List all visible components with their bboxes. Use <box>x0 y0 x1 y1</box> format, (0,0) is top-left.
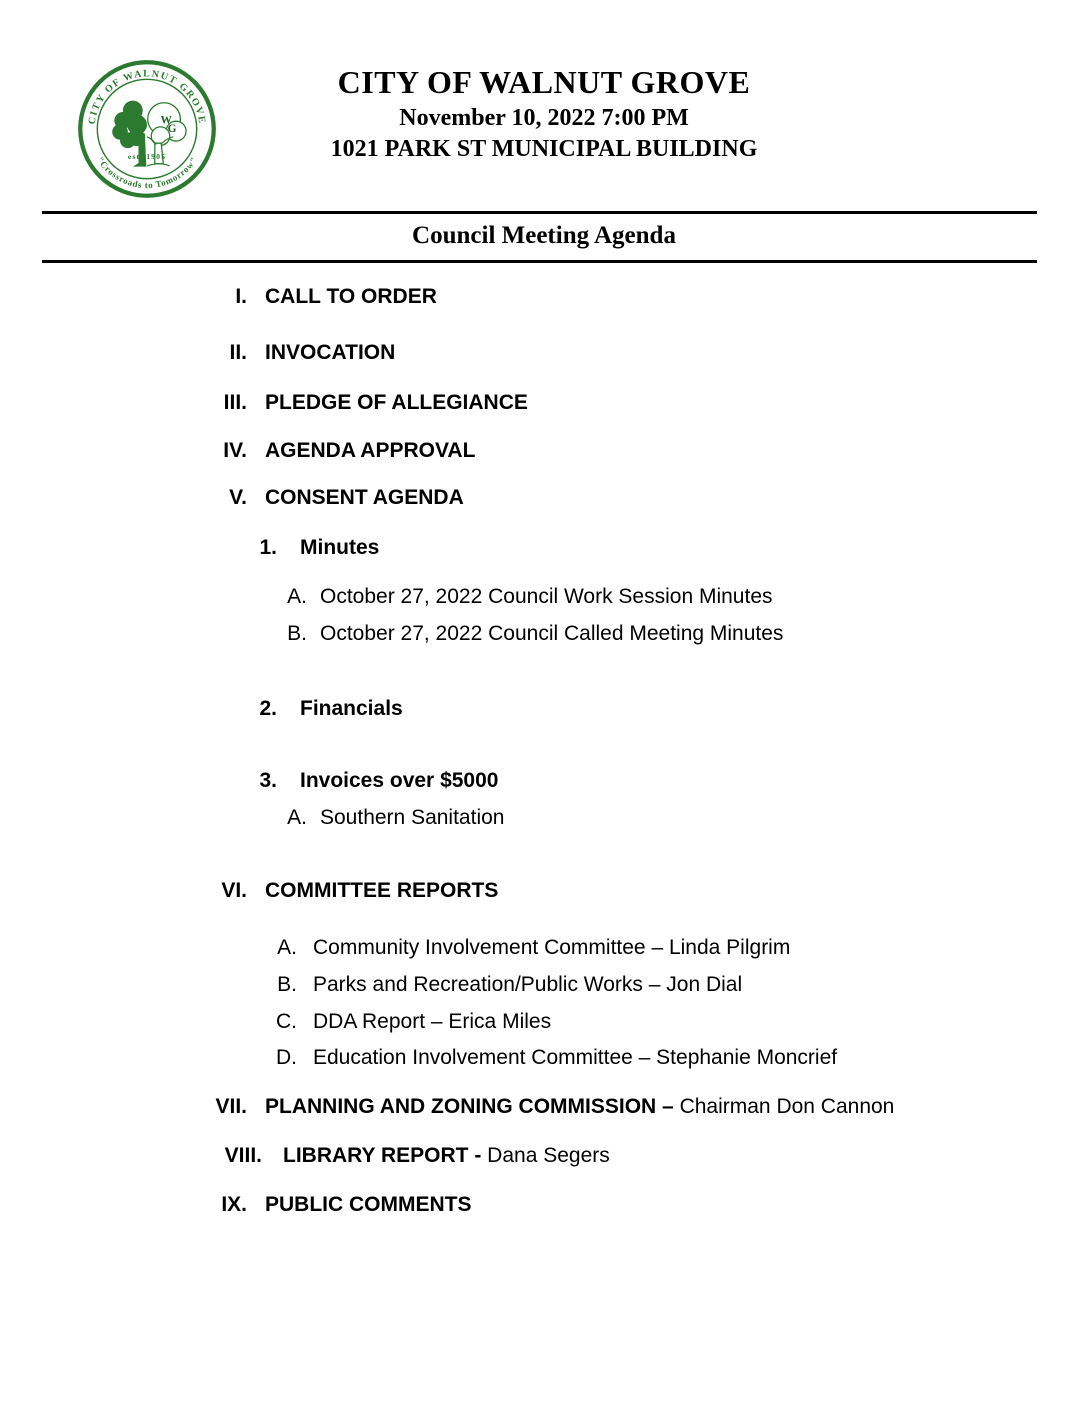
item-number: V. <box>229 486 247 509</box>
item-number: VIII. <box>224 1144 262 1167</box>
item-label: DDA Report – Erica Miles <box>313 1010 552 1033</box>
item-label: Minutes <box>300 536 380 559</box>
item-label: COMMITTEE REPORTS <box>265 879 499 902</box>
document-header <box>0 64 1088 165</box>
agenda-subitem-called-meeting-minutes <box>0 621 1088 647</box>
item-label: Education Involvement Committee – Stephanie Moncrief <box>313 1046 838 1069</box>
item-presenter: Chairman Don Cannon <box>673 1095 895 1118</box>
item-label: Financials <box>300 697 403 720</box>
item-number: 1. <box>259 536 277 559</box>
item-label: Southern Sanitation <box>320 806 505 829</box>
agenda-item-committee-reports <box>0 878 1088 904</box>
agenda-item-invocation <box>0 340 1088 366</box>
agenda-item-pledge <box>0 390 1088 416</box>
item-number: B. <box>277 973 297 996</box>
item-number: B. <box>287 622 307 645</box>
item-label: October 27, 2022 Council Called Meeting Minutes <box>320 622 784 645</box>
agenda-subitem-southern-sanitation <box>0 805 1088 831</box>
item-presenter: Dana Segers <box>481 1144 610 1167</box>
agenda-subitem-minutes <box>0 535 1088 561</box>
item-label: October 27, 2022 Council Work Session Minutes <box>320 585 773 608</box>
item-label: AGENDA APPROVAL <box>265 439 476 462</box>
seal-monogram-w: W <box>160 114 172 127</box>
seal-arc-bottom-text: "Crossroads to Tomorrow" <box>95 154 199 191</box>
item-number: C. <box>276 1010 297 1033</box>
item-number: III. <box>223 391 247 414</box>
item-label: Community Involvement Committee – Linda Pilgrim <box>313 936 791 959</box>
agenda-subitem-invoices <box>0 768 1088 794</box>
item-number: IX. <box>221 1193 247 1216</box>
item-label: Invoices over $5000 <box>300 769 499 792</box>
item-label: PUBLIC COMMENTS <box>265 1193 472 1216</box>
agenda-subitem-parks-recreation <box>0 972 1088 998</box>
agenda-subitem-dda-report <box>0 1009 1088 1035</box>
item-number: VI. <box>221 879 247 902</box>
agenda-subitem-education-involvement <box>0 1045 1088 1071</box>
seal-monogram-g: G <box>167 122 177 135</box>
agenda-subitem-financials <box>0 696 1088 722</box>
city-title: CITY OF WALNUT GROVE <box>337 64 751 100</box>
agenda-item-agenda-approval <box>0 438 1088 464</box>
item-number: VII. <box>215 1095 247 1118</box>
item-label: LIBRARY REPORT - <box>283 1144 482 1167</box>
agenda-item-planning-zoning <box>0 1094 1088 1120</box>
agenda-item-library-report <box>0 1143 1088 1169</box>
item-number: A. <box>287 806 307 829</box>
meeting-location: 1021 PARK ST MUNICIPAL BUILDING <box>330 136 758 162</box>
item-label: Parks and Recreation/Public Works – Jon Dial <box>313 973 743 996</box>
item-number: I. <box>235 285 247 308</box>
seal-arc-top-text: CITY OF WALNUT GROVE <box>86 68 208 126</box>
horizontal-rule-top <box>42 211 1037 214</box>
agenda-item-consent-agenda <box>0 485 1088 511</box>
item-number: IV. <box>223 439 247 462</box>
item-label: CONSENT AGENDA <box>265 486 464 509</box>
item-label: PLANNING AND ZONING COMMISSION – <box>265 1095 674 1118</box>
item-number: 2. <box>259 697 277 720</box>
agenda-subitem-work-session-minutes <box>0 584 1088 610</box>
item-number: A. <box>277 936 297 959</box>
agenda-heading: Council Meeting Agenda <box>412 222 676 249</box>
item-number: 3. <box>259 769 277 792</box>
item-number: A. <box>287 585 307 608</box>
item-number: D. <box>276 1046 297 1069</box>
item-label: CALL TO ORDER <box>265 285 437 308</box>
meeting-datetime: November 10, 2022 7:00 PM <box>399 105 689 131</box>
agenda-item-public-comments <box>0 1192 1088 1218</box>
item-number: II. <box>229 341 247 364</box>
agenda-subitem-community-involvement <box>0 935 1088 961</box>
item-label: PLEDGE OF ALLEGIANCE <box>265 391 528 414</box>
seal-est-text: est. 1905 <box>127 151 167 161</box>
item-label: INVOCATION <box>265 341 396 364</box>
horizontal-rule-bottom <box>42 260 1037 263</box>
agenda-item-call-to-order <box>0 284 1088 310</box>
